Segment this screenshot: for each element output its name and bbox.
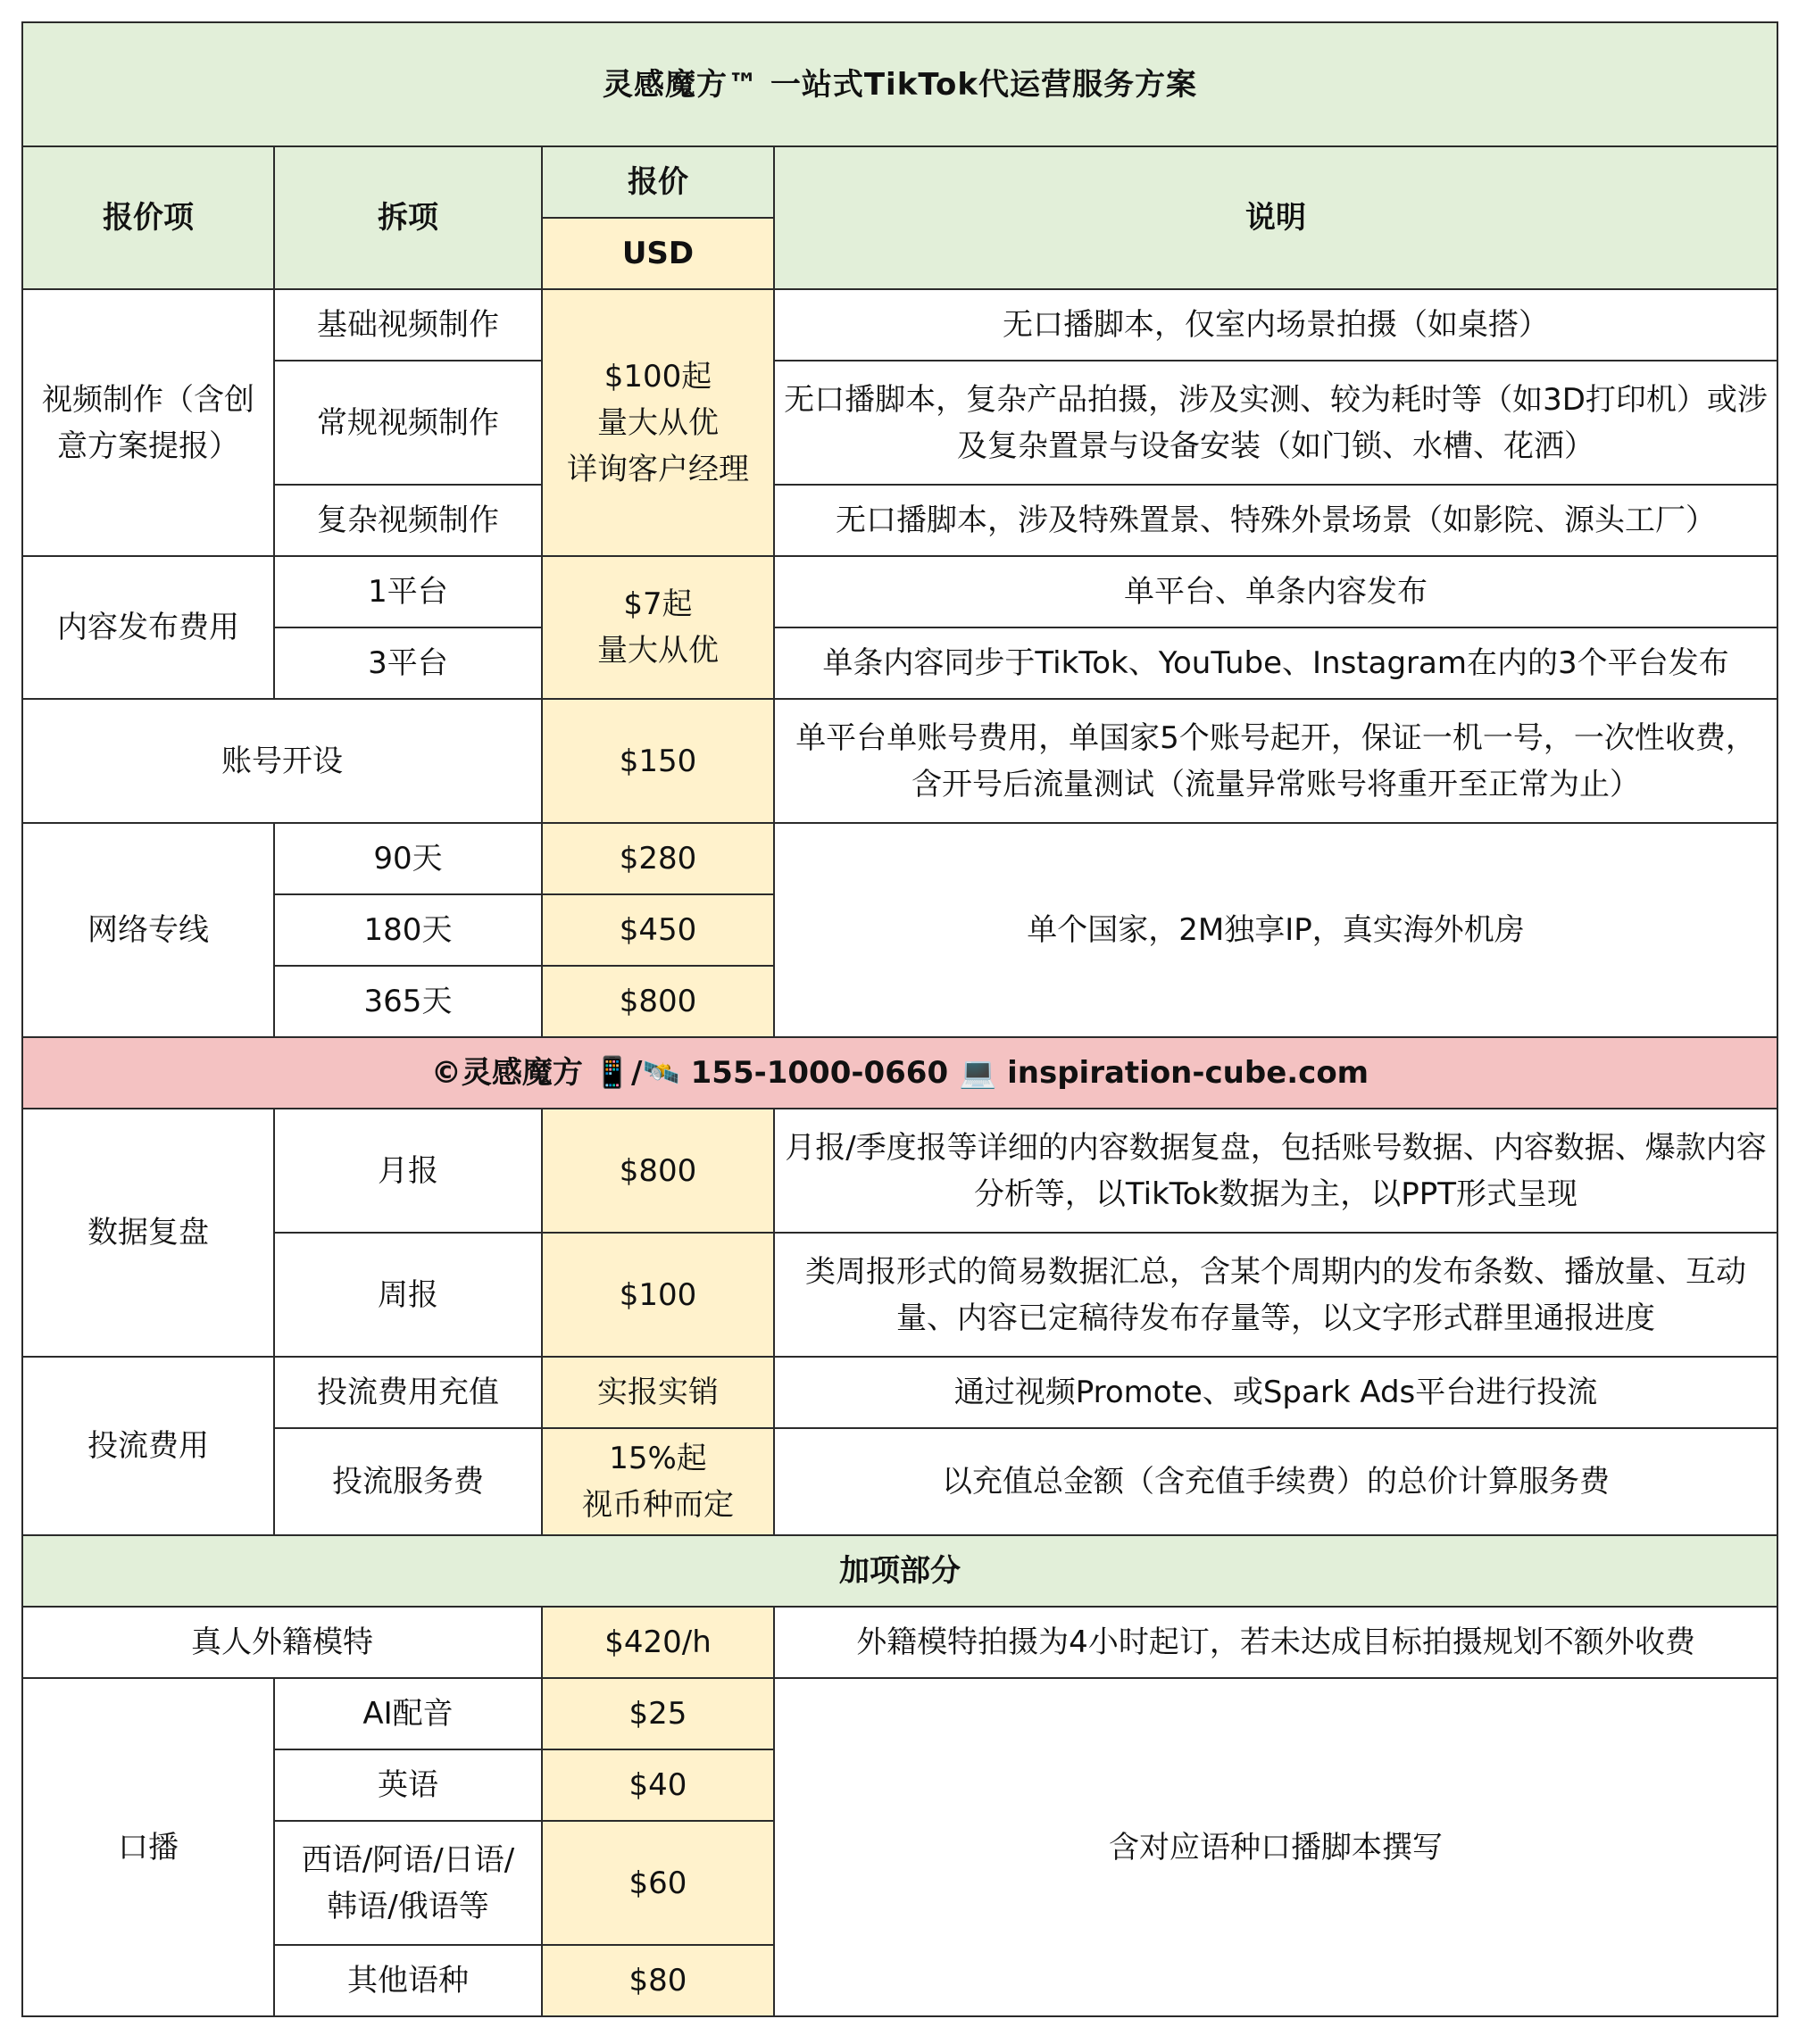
video-price (542, 289, 774, 556)
video-sub-complex: 复杂视频制作 (274, 485, 542, 556)
header-sub: 拆项 (274, 146, 542, 289)
publish-price (542, 556, 774, 699)
data-review-desc-monthly: 月报/季度报等详细的内容数据复盘，包括账号数据、内容数据、爆款内容分析等，以TikTok数据为主，以PPT形式呈现 (774, 1109, 1777, 1233)
ads-sub-topup: 投流费用充值 (274, 1357, 542, 1428)
network-sub-90: 90天 (274, 823, 542, 894)
voiceover-sub-other: 其他语种 (274, 1945, 542, 2016)
voiceover-price-english: $40 (542, 1749, 774, 1821)
model-price: $420/h (542, 1607, 774, 1678)
network-price-365: $800 (542, 966, 774, 1037)
data-review-sub-monthly: 月报 (274, 1109, 542, 1233)
network-price-180: $450 (542, 894, 774, 966)
data-review-price-weekly: $100 (542, 1233, 774, 1357)
data-review-sub-weekly: 周报 (274, 1233, 542, 1357)
network-sub-365: 365天 (274, 966, 542, 1037)
video-price-line3: 详询客户经理 (567, 451, 749, 487)
voiceover-sub-multi (274, 1821, 542, 1945)
contact-banner: ©灵感魔方 📱/🛰️ 155-1000-0660 💻 inspiration-cube.com (22, 1037, 1777, 1109)
video-price-line2: 量大从优 (597, 404, 719, 441)
ads-desc-topup: 通过视频Promote、或Spark Ads平台进行投流 (774, 1357, 1777, 1428)
ads-sub-service: 投流服务费 (274, 1428, 542, 1535)
video-price-line1: $100起 (603, 358, 712, 395)
header-desc: 说明 (774, 146, 1777, 289)
voiceover-sub-multi-line1: 西语/阿语/日语/ (301, 1841, 515, 1878)
voiceover-price-multi: $60 (542, 1821, 774, 1945)
video-sub-regular: 常规视频制作 (274, 361, 542, 485)
addon-header: 加项部分 (22, 1535, 1777, 1607)
voiceover-item: 口播 (22, 1678, 274, 2016)
network-price-90: $280 (542, 823, 774, 894)
voiceover-sub-ai: AI配音 (274, 1678, 542, 1749)
voiceover-sub-english: 英语 (274, 1749, 542, 1821)
voiceover-desc: 含对应语种口播脚本撰写 (774, 1678, 1777, 2016)
page-title: 灵感魔方™ 一站式TikTok代运营服务方案 (22, 22, 1777, 146)
data-review-price-monthly: $800 (542, 1109, 774, 1233)
video-item: 视频制作（含创意方案提报） (22, 289, 274, 556)
video-desc-basic: 无口播脚本，仅室内场景拍摄（如桌搭） (774, 289, 1777, 361)
video-sub-basic: 基础视频制作 (274, 289, 542, 361)
voiceover-price-other: $80 (542, 1945, 774, 2016)
network-item: 网络专线 (22, 823, 274, 1037)
publish-desc-3: 单条内容同步于TikTok、YouTube、Instagram在内的3个平台发布 (774, 627, 1777, 699)
ads-price-service-line2: 视币种而定 (582, 1487, 734, 1523)
ads-item: 投流费用 (22, 1357, 274, 1535)
data-review-item: 数据复盘 (22, 1109, 274, 1357)
voiceover-sub-multi-line2: 韩语/俄语等 (327, 1888, 489, 1924)
header-item: 报价项 (22, 146, 274, 289)
account-item: 账号开设 (22, 699, 542, 823)
pricing-table (21, 21, 1778, 2017)
voiceover-price-ai: $25 (542, 1678, 774, 1749)
account-price: $150 (542, 699, 774, 823)
network-sub-180: 180天 (274, 894, 542, 966)
ads-price-service-line1: 15%起 (609, 1441, 707, 1476)
ads-price-service (542, 1428, 774, 1535)
video-desc-regular: 无口播脚本，复杂产品拍摄，涉及实测、较为耗时等（如3D打印机）或涉及复杂置景与设备安装（如门锁、水槽、花洒） (774, 361, 1777, 485)
publish-price-line2: 量大从优 (597, 633, 719, 669)
publish-sub-3: 3平台 (274, 627, 542, 699)
account-desc: 单平台单账号费用，单国家5个账号起开，保证一机一号，一次性收费，含开号后流量测试（流量异常账号将重开至正常为止） (774, 699, 1777, 823)
publish-sub-1: 1平台 (274, 556, 542, 627)
publish-desc-1: 单平台、单条内容发布 (774, 556, 1777, 627)
model-desc: 外籍模特拍摄为4小时起订，若未达成目标拍摄规划不额外收费 (774, 1607, 1777, 1678)
video-desc-complex: 无口播脚本，涉及特殊置景、特殊外景场景（如影院、源头工厂） (774, 485, 1777, 556)
network-desc: 单个国家，2M独享IP，真实海外机房 (774, 823, 1777, 1037)
ads-price-topup: 实报实销 (542, 1357, 774, 1428)
publish-item: 内容发布费用 (22, 556, 274, 699)
ads-desc-service: 以充值总金额（含充值手续费）的总价计算服务费 (774, 1428, 1777, 1535)
header-price: 报价 (542, 146, 774, 218)
publish-price-line1: $7起 (623, 586, 693, 622)
header-currency: USD (542, 218, 774, 289)
model-item: 真人外籍模特 (22, 1607, 542, 1678)
data-review-desc-weekly: 类周报形式的简易数据汇总，含某个周期内的发布条数、播放量、互动量、内容已定稿待发布存量等，以文字形式群里通报进度 (774, 1233, 1777, 1357)
